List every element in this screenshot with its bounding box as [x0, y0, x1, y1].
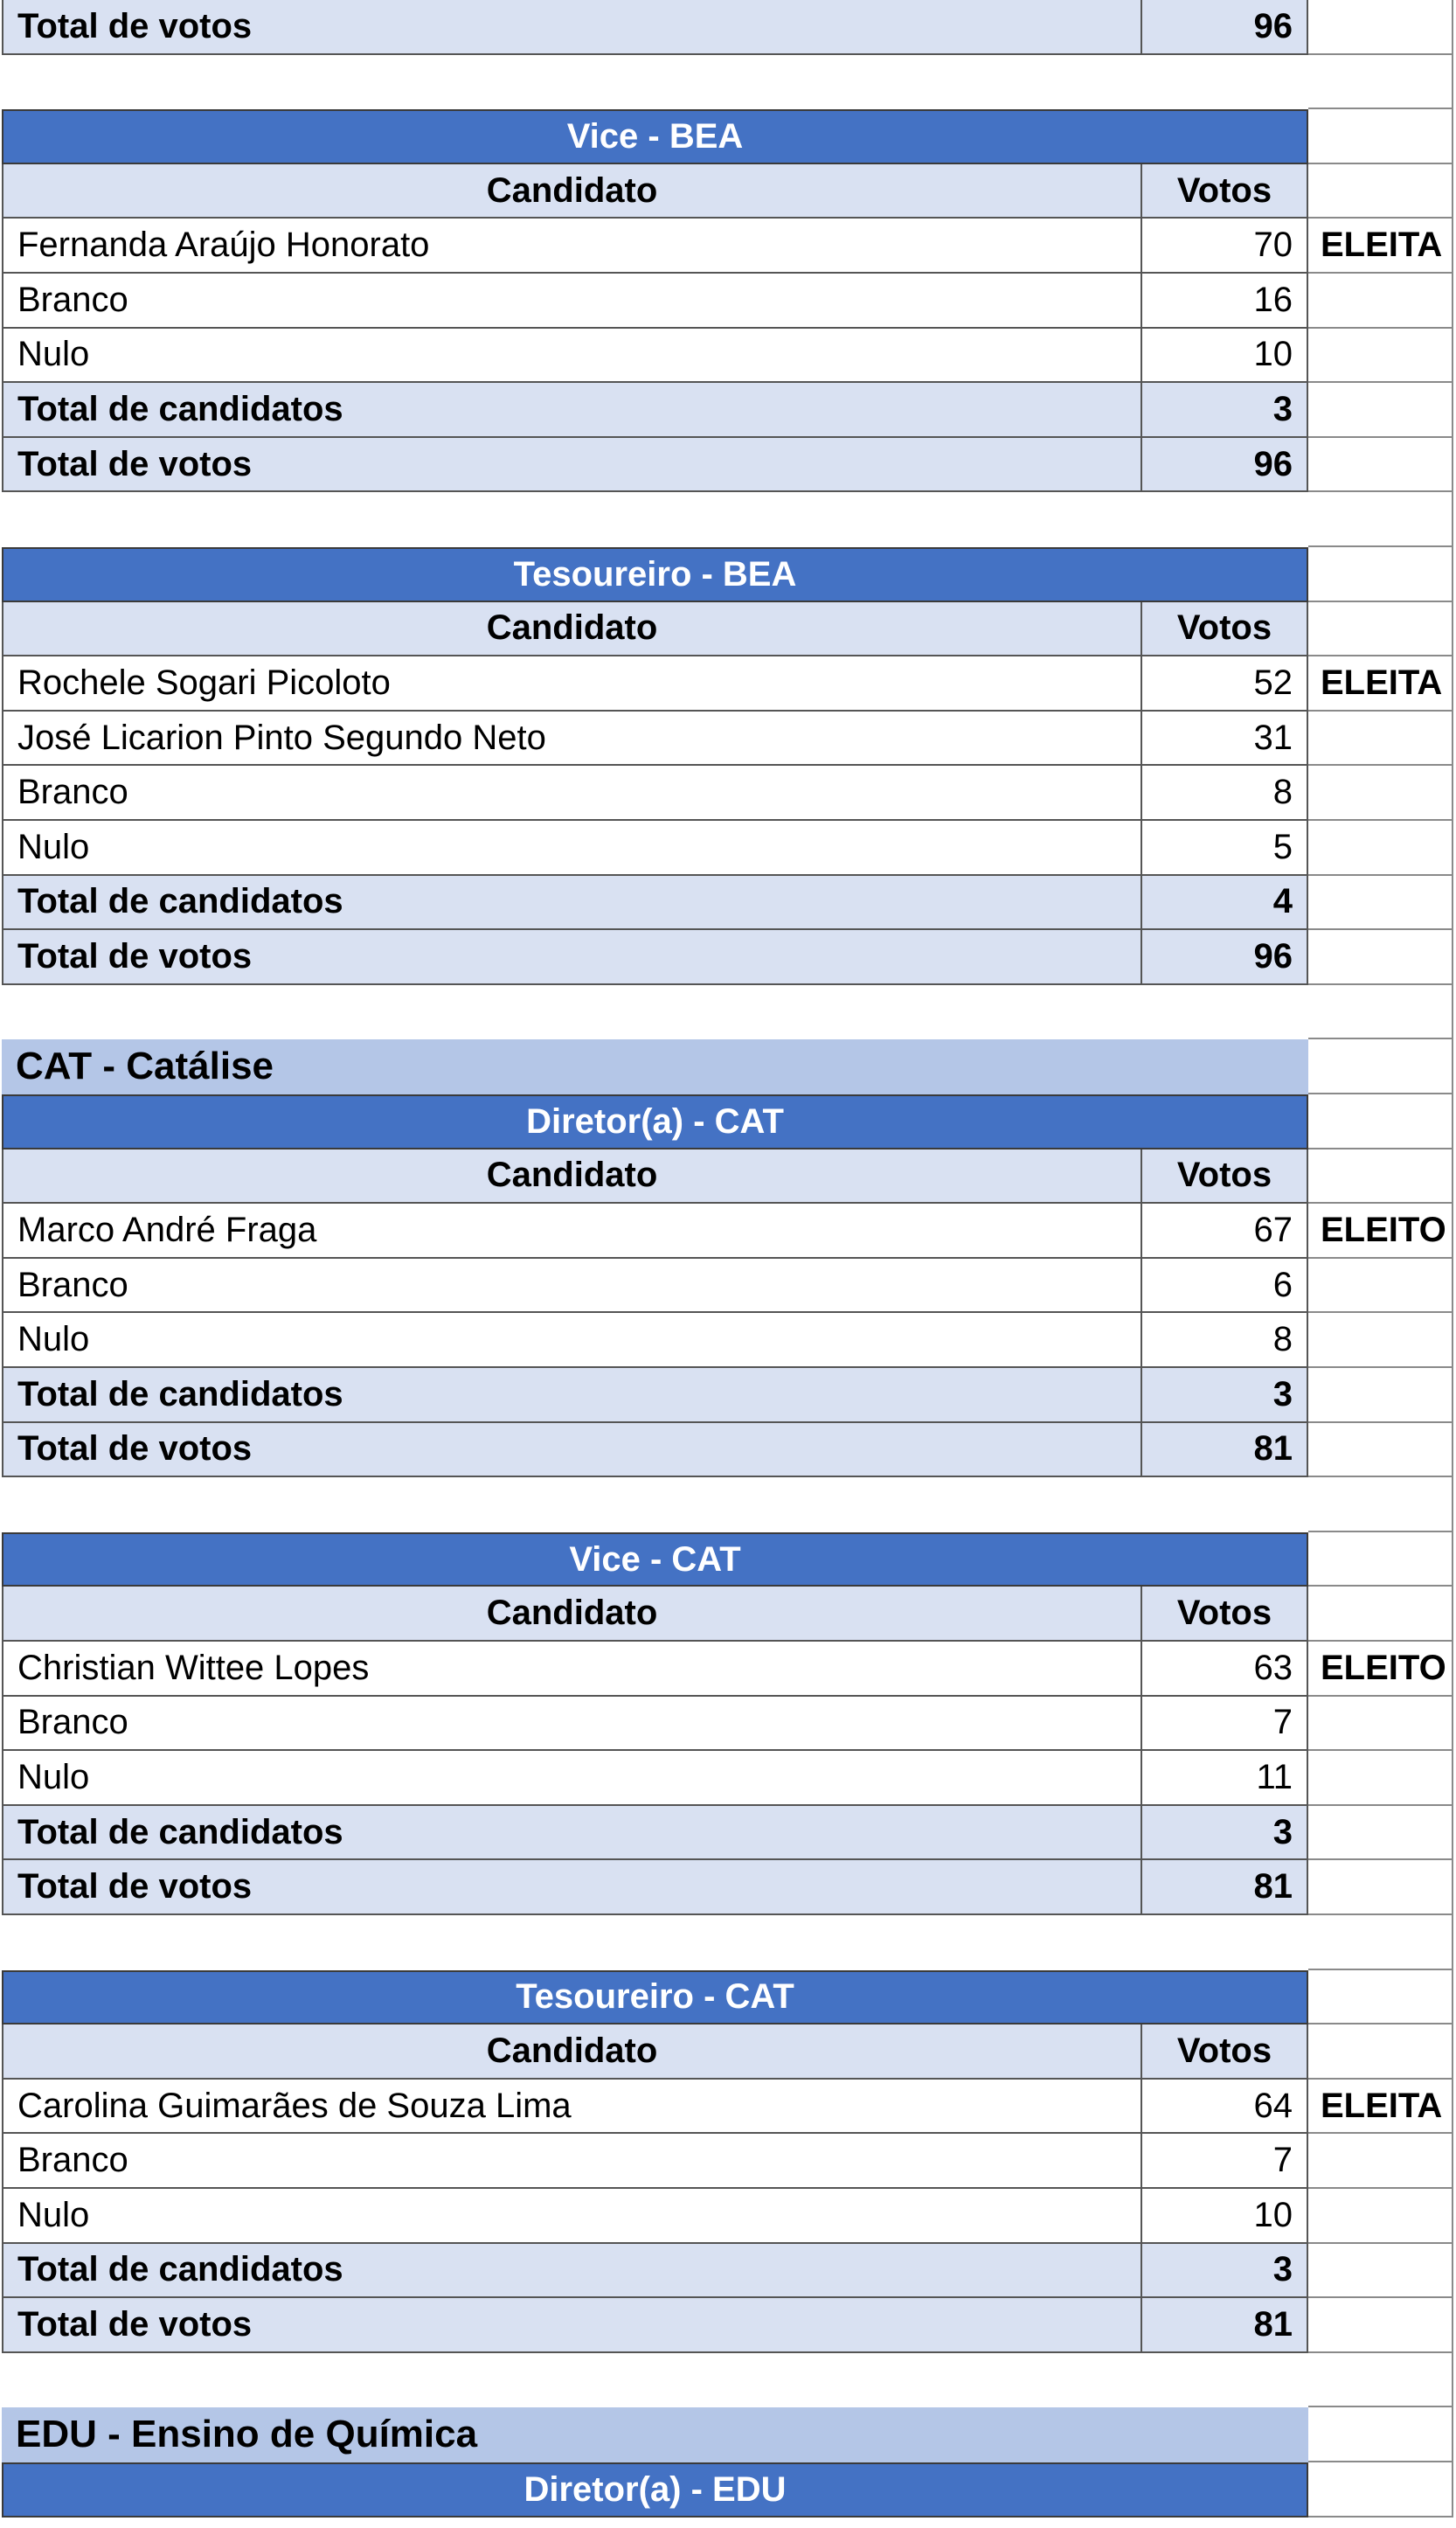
- section-heading-row: [0, 2407, 1456, 2462]
- candidate-column-header[interactable]: Candidato: [2, 1587, 1142, 1642]
- table-title[interactable]: Tesoureiro - CAT: [2, 1970, 1308, 2025]
- table-title-row: [0, 2462, 1456, 2518]
- table-title-row: [0, 1532, 1456, 1587]
- total-votes-value[interactable]: 81: [1142, 2298, 1308, 2353]
- candidate-votes[interactable]: 8: [1142, 1313, 1308, 1368]
- table-row: [0, 274, 1456, 329]
- votes-column-header[interactable]: Votos: [1142, 164, 1308, 219]
- table-row: [0, 2189, 1456, 2244]
- table-header-row: [0, 1587, 1456, 1642]
- candidate-votes[interactable]: 52: [1142, 656, 1308, 712]
- votes-column-header[interactable]: Votos: [1142, 1149, 1308, 1205]
- total-candidates-label[interactable]: Total de candidatos: [2, 1806, 1142, 1861]
- votes-column-header[interactable]: Votos: [1142, 602, 1308, 657]
- total-candidates-value[interactable]: 3: [1142, 383, 1308, 438]
- total-votes-row: [0, 1860, 1456, 1915]
- status-cell[interactable]: [1308, 383, 1453, 438]
- table-row: [0, 821, 1456, 876]
- table-row: [0, 1642, 1456, 1697]
- table-row: [0, 2134, 1456, 2189]
- candidate-name[interactable]: Christian Wittee Lopes: [2, 1642, 1142, 1697]
- total-votes-label[interactable]: Total de votos: [2, 2298, 1142, 2353]
- table-title[interactable]: Diretor(a) - CAT: [2, 1094, 1308, 1149]
- total-candidates-value[interactable]: 3: [1142, 1806, 1308, 1861]
- table-row: [0, 1204, 1456, 1259]
- status-cell[interactable]: [1308, 109, 1453, 164]
- total-votes-value[interactable]: 96: [1142, 438, 1308, 493]
- candidate-column-header[interactable]: Candidato: [2, 2024, 1142, 2080]
- candidate-name[interactable]: Nulo: [2, 329, 1142, 384]
- election-status[interactable]: [1308, 1313, 1453, 1368]
- status-cell[interactable]: [1308, 1477, 1453, 1532]
- table-title-row: [0, 1970, 1456, 2025]
- candidate-votes[interactable]: 16: [1142, 274, 1308, 329]
- election-status[interactable]: ELEITA: [1308, 2080, 1453, 2135]
- table-title-row: [0, 1094, 1456, 1149]
- total-votes-value[interactable]: 81: [1142, 1860, 1308, 1915]
- status-cell[interactable]: [1308, 547, 1453, 602]
- section-heading[interactable]: CAT - Catálise: [2, 1039, 1308, 1094]
- candidate-name[interactable]: Carolina Guimarães de Souza Lima: [2, 2080, 1142, 2135]
- status-cell[interactable]: [1308, 2244, 1453, 2299]
- table-header-row: [0, 1149, 1456, 1205]
- table-row: [0, 1313, 1456, 1368]
- total-votes-value[interactable]: 81: [1142, 1423, 1308, 1478]
- blank-row: [0, 985, 1456, 1040]
- election-status[interactable]: [1308, 821, 1453, 876]
- election-status[interactable]: ELEITO: [1308, 1204, 1453, 1259]
- total-candidates-label[interactable]: Total de candidatos: [2, 1368, 1142, 1423]
- election-status[interactable]: [1308, 329, 1453, 384]
- status-cell[interactable]: [1308, 0, 1453, 55]
- total-votes-row: [0, 2298, 1456, 2353]
- election-status[interactable]: [1308, 712, 1453, 767]
- status-cell[interactable]: [1308, 438, 1453, 493]
- table-title[interactable]: Vice - CAT: [2, 1532, 1308, 1587]
- total-votes-label[interactable]: Total de votos: [2, 0, 1142, 55]
- votes-column-header[interactable]: Votos: [1142, 1587, 1308, 1642]
- table-row: [0, 2080, 1456, 2135]
- candidate-name[interactable]: Branco: [2, 766, 1142, 821]
- total-votes-label[interactable]: Total de votos: [2, 930, 1142, 985]
- status-cell[interactable]: [1308, 1915, 1453, 1970]
- election-status[interactable]: [1308, 2189, 1453, 2244]
- election-status[interactable]: [1308, 274, 1453, 329]
- candidate-name[interactable]: José Licarion Pinto Segundo Neto: [2, 712, 1142, 767]
- candidate-name[interactable]: Branco: [2, 2134, 1142, 2189]
- total-votes-row: [0, 930, 1456, 985]
- table-title-row: [0, 547, 1456, 602]
- section-heading-row: [0, 1039, 1456, 1094]
- table-row: [0, 1751, 1456, 1806]
- candidate-name[interactable]: Marco André Fraga: [2, 1204, 1142, 1259]
- candidate-votes[interactable]: 7: [1142, 1697, 1308, 1752]
- votes-column-header[interactable]: Votos: [1142, 2024, 1308, 2080]
- blank-row: [0, 492, 1456, 547]
- status-cell[interactable]: [1308, 2024, 1453, 2080]
- total-votes-value[interactable]: 96: [1142, 930, 1308, 985]
- election-status[interactable]: [1308, 2134, 1453, 2189]
- total-candidates-row: [0, 1368, 1456, 1423]
- election-status[interactable]: [1308, 1259, 1453, 1314]
- total-candidates-row: [0, 383, 1456, 438]
- status-cell[interactable]: [1308, 876, 1453, 931]
- total-votes-label[interactable]: Total de votos: [2, 1860, 1142, 1915]
- candidate-column-header[interactable]: Candidato: [2, 602, 1142, 657]
- total-candidates-value[interactable]: 3: [1142, 1368, 1308, 1423]
- total-candidates-row: [0, 876, 1456, 931]
- total-candidates-row: [0, 2244, 1456, 2299]
- candidate-name[interactable]: Rochele Sogari Picoloto: [2, 656, 1142, 712]
- candidate-votes[interactable]: 64: [1142, 2080, 1308, 2135]
- blank-row: [0, 1915, 1456, 1970]
- candidate-name[interactable]: Branco: [2, 1259, 1142, 1314]
- status-cell[interactable]: [1308, 1094, 1453, 1149]
- table-title[interactable]: Tesoureiro - BEA: [2, 547, 1308, 602]
- candidate-name[interactable]: Nulo: [2, 821, 1142, 876]
- table-row: [0, 712, 1456, 767]
- candidate-name[interactable]: Branco: [2, 1697, 1142, 1752]
- table-header-row: [0, 164, 1456, 219]
- status-cell[interactable]: [1308, 1806, 1453, 1861]
- election-status[interactable]: [1308, 1751, 1453, 1806]
- status-cell[interactable]: [1308, 2462, 1453, 2518]
- candidate-name[interactable]: Nulo: [2, 1313, 1142, 1368]
- election-status[interactable]: ELEITA: [1308, 656, 1453, 712]
- total-candidates-row: [0, 1806, 1456, 1861]
- status-cell[interactable]: [1308, 164, 1453, 219]
- candidate-name[interactable]: Fernanda Araújo Honorato: [2, 219, 1142, 274]
- blank-row: [0, 1477, 1456, 1532]
- status-cell[interactable]: [1308, 1532, 1453, 1587]
- candidate-votes[interactable]: 8: [1142, 766, 1308, 821]
- total-votes-label[interactable]: Total de votos: [2, 438, 1142, 493]
- candidate-column-header[interactable]: Candidato: [2, 164, 1142, 219]
- candidate-votes[interactable]: 7: [1142, 2134, 1308, 2189]
- total-votes-label[interactable]: Total de votos: [2, 1423, 1142, 1478]
- candidate-name[interactable]: Branco: [2, 274, 1142, 329]
- total-votes-row: [0, 0, 1456, 55]
- status-cell[interactable]: [1308, 1368, 1453, 1423]
- section-heading[interactable]: EDU - Ensino de Química: [2, 2407, 1308, 2462]
- total-candidates-label[interactable]: Total de candidatos: [2, 876, 1142, 931]
- status-cell[interactable]: [1308, 1423, 1453, 1478]
- candidate-votes[interactable]: 63: [1142, 1642, 1308, 1697]
- table-title[interactable]: Vice - BEA: [2, 109, 1308, 164]
- blank-row: [0, 2353, 1456, 2408]
- status-cell[interactable]: [1308, 985, 1453, 1040]
- status-cell[interactable]: [1308, 55, 1453, 110]
- candidate-votes[interactable]: 70: [1142, 219, 1308, 274]
- status-cell[interactable]: [1308, 602, 1453, 657]
- total-votes-row: [0, 438, 1456, 493]
- candidate-votes[interactable]: 31: [1142, 712, 1308, 767]
- candidate-votes[interactable]: 67: [1142, 1204, 1308, 1259]
- table-header-row: [0, 2024, 1456, 2080]
- table-row: [0, 1259, 1456, 1314]
- election-status[interactable]: ELEITA: [1308, 219, 1453, 274]
- table-header-row: [0, 602, 1456, 657]
- total-candidates-label[interactable]: Total de candidatos: [2, 2244, 1142, 2299]
- candidate-column-header[interactable]: Candidato: [2, 1149, 1142, 1205]
- status-cell[interactable]: [1308, 930, 1453, 985]
- status-cell[interactable]: [1308, 1970, 1453, 2025]
- status-cell[interactable]: [1308, 1149, 1453, 1205]
- table-row: [0, 656, 1456, 712]
- table-title-row: [0, 109, 1456, 164]
- total-votes-value[interactable]: 96: [1142, 0, 1308, 55]
- candidate-votes[interactable]: 10: [1142, 2189, 1308, 2244]
- status-cell[interactable]: [1308, 1587, 1453, 1642]
- election-status[interactable]: ELEITO: [1308, 1642, 1453, 1697]
- blank-row: [0, 55, 1456, 110]
- total-votes-row: [0, 1423, 1456, 1478]
- candidate-name[interactable]: Nulo: [2, 1751, 1142, 1806]
- total-candidates-value[interactable]: 4: [1142, 876, 1308, 931]
- candidate-votes[interactable]: 5: [1142, 821, 1308, 876]
- candidate-name[interactable]: Nulo: [2, 2189, 1142, 2244]
- candidate-votes[interactable]: 6: [1142, 1259, 1308, 1314]
- table-row: [0, 329, 1456, 384]
- status-cell[interactable]: [1308, 492, 1453, 547]
- status-cell[interactable]: [1308, 2353, 1453, 2408]
- total-candidates-label[interactable]: Total de candidatos: [2, 383, 1142, 438]
- table-row: [0, 219, 1456, 274]
- table-row: [0, 766, 1456, 821]
- election-status[interactable]: [1308, 1697, 1453, 1752]
- table-title[interactable]: Diretor(a) - EDU: [2, 2462, 1308, 2518]
- status-cell[interactable]: [1308, 2298, 1453, 2353]
- status-cell[interactable]: [1308, 2407, 1453, 2462]
- status-cell[interactable]: [1308, 1039, 1453, 1094]
- election-status[interactable]: [1308, 766, 1453, 821]
- table-row: [0, 1697, 1456, 1752]
- status-cell[interactable]: [1308, 1860, 1453, 1915]
- candidate-votes[interactable]: 11: [1142, 1751, 1308, 1806]
- total-candidates-value[interactable]: 3: [1142, 2244, 1308, 2299]
- candidate-votes[interactable]: 10: [1142, 329, 1308, 384]
